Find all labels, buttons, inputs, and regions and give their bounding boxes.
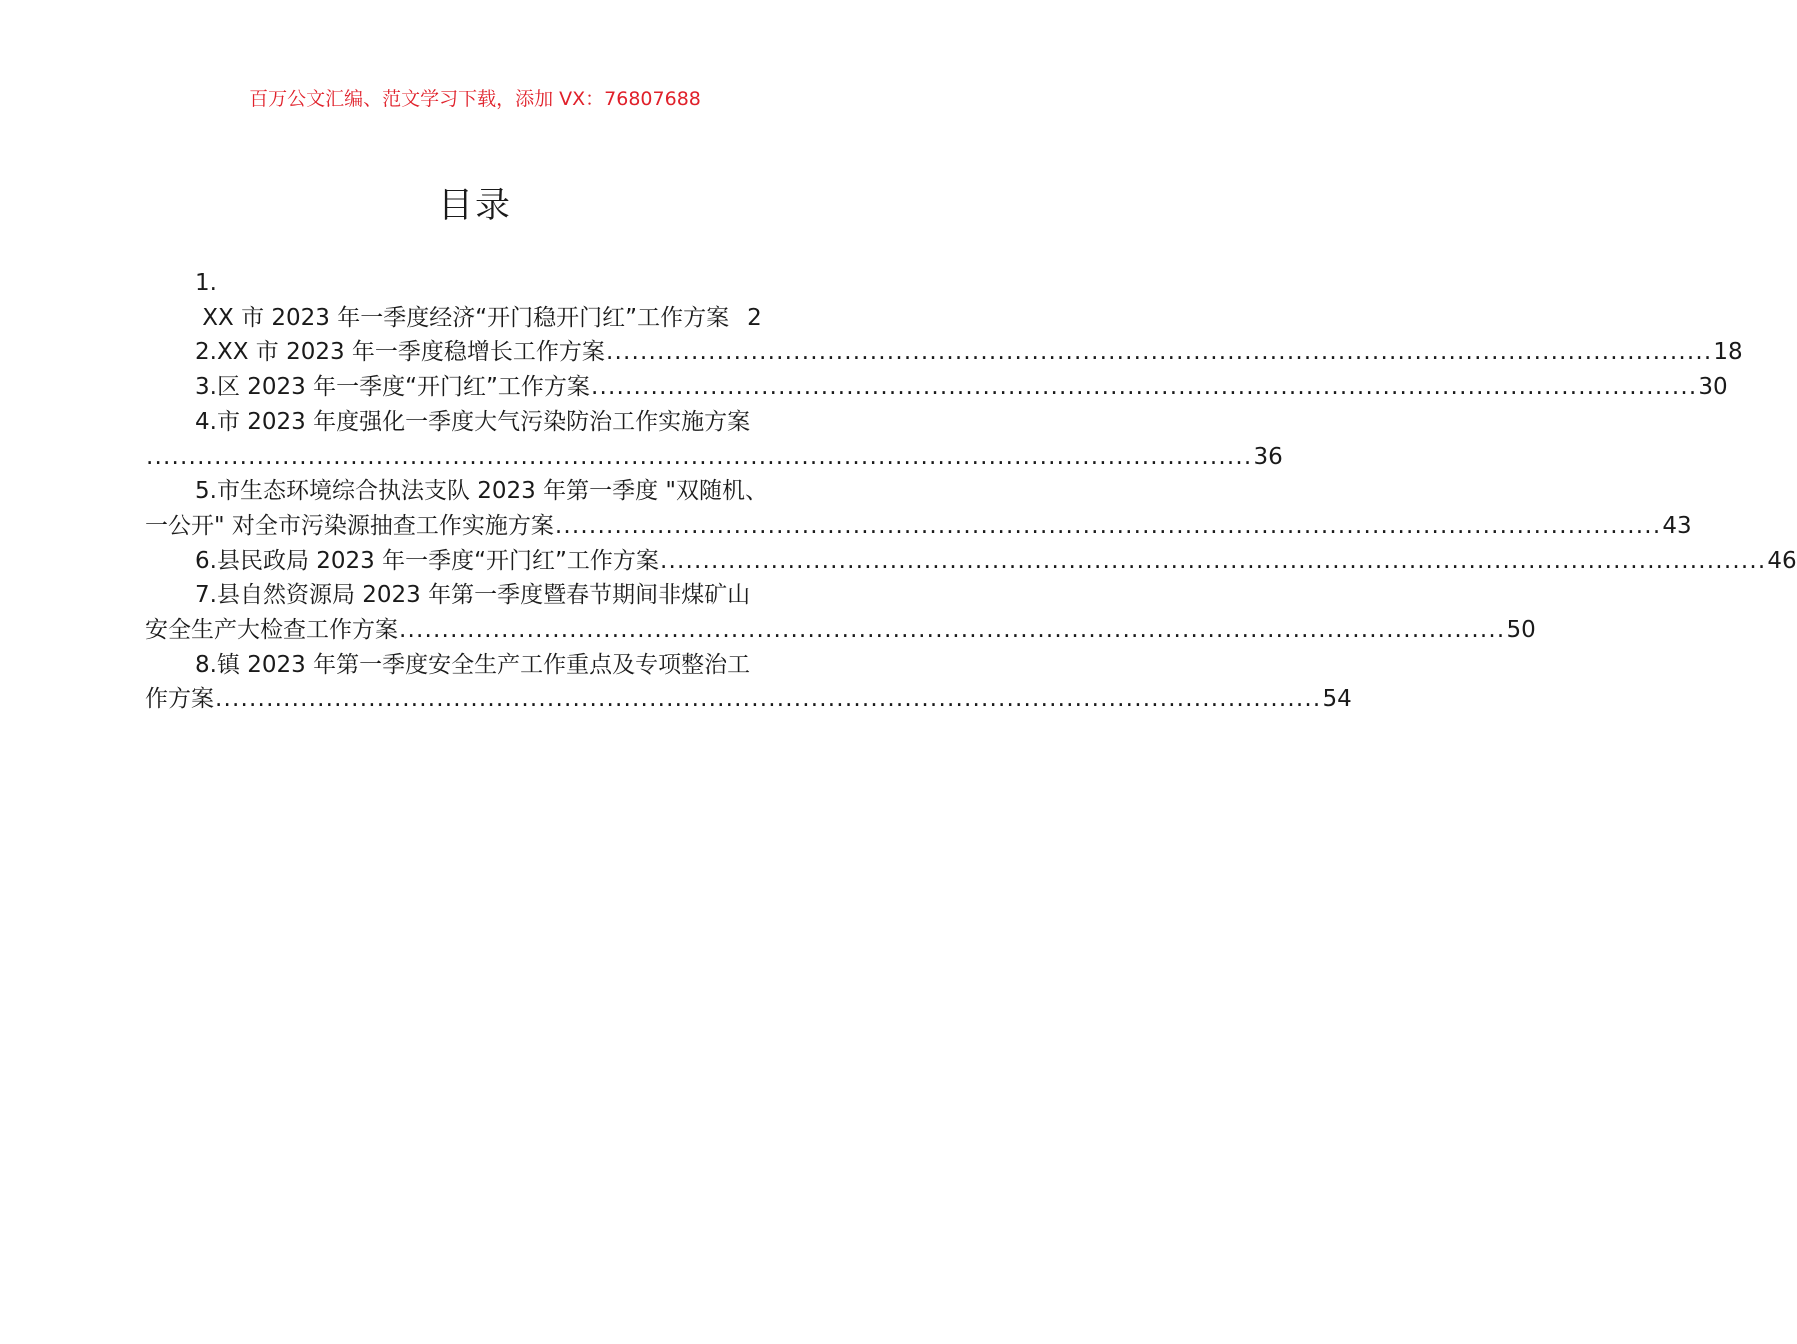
toc-item-8-line1[interactable] — [145, 648, 805, 683]
toc-item-8-leader: .................................................................................................................................. — [215, 686, 1322, 713]
toc-item-5-line2[interactable] — [145, 509, 1692, 544]
toc-item-7-page: 50 — [1506, 617, 1536, 644]
toc-item-7-leader: .................................................................................................................................. — [399, 617, 1506, 644]
toc-item-4-line1[interactable] — [145, 405, 805, 440]
toc-item-5-page: 43 — [1662, 512, 1692, 539]
toc-item-3-leader: .................................................................................................................................. — [590, 374, 1698, 401]
toc-item-8-text-line2: 作方案 — [145, 686, 214, 713]
toc-item-1-number-line — [145, 266, 805, 301]
toc-item-1-text: XX 市 2023 年一季度经济“开门稳开门红”工作方案 — [202, 304, 730, 331]
toc-item-7-line1[interactable] — [145, 578, 805, 613]
toc-item-2-leader: .................................................................................................................................. — [605, 339, 1713, 366]
toc-item-4-leader: .................................................................................................................................. — [146, 443, 1253, 470]
toc-item-8-page: 54 — [1322, 686, 1352, 713]
toc-item-6[interactable] — [145, 544, 1797, 579]
toc-item-3-text: 3.区 2023 年一季度“开门红”工作方案 — [195, 374, 590, 401]
toc-item-4-text: 4.市 2023 年度强化一季度大气污染防治工作实施方案 — [195, 408, 751, 435]
toc-item-5-leader: .................................................................................................................................. — [554, 512, 1662, 539]
toc-item-8-line2[interactable] — [145, 682, 1352, 717]
toc-item-6-text: 6.县民政局 2023 年一季度“开门红”工作方案 — [195, 547, 659, 574]
toc-item-1-page: 2 — [747, 304, 762, 331]
toc-item-3[interactable] — [145, 370, 1728, 405]
toc-item-1-number: 1. — [195, 270, 217, 296]
toc-item-2-text: 2.XX 市 2023 年一季度稳增长工作方案 — [195, 339, 605, 366]
toc-item-4-line2[interactable] — [145, 440, 1283, 475]
toc-item-2-page: 18 — [1713, 339, 1743, 366]
toc-item-6-leader: .................................................................................................................................. — [659, 547, 1767, 574]
toc-item-1[interactable] — [145, 301, 805, 336]
toc-item-8-text-line1: 8.镇 2023 年第一季度安全生产工作重点及专项整治工 — [195, 651, 751, 678]
watermark-header: 百万公文汇编、范文学习下载，添加 VX：76807688 — [249, 88, 701, 110]
toc-item-2[interactable] — [145, 335, 1743, 370]
toc-item-7-text-line2: 安全生产大检查工作方案 — [145, 617, 398, 644]
toc-item-5-text-line1: 5.市生态环境综合执法支队 2023 年第一季度 "双随机、 — [195, 478, 768, 505]
table-of-contents — [145, 266, 1797, 717]
toc-item-7-text-line1: 7.县自然资源局 2023 年第一季度暨春节期间非煤矿山 — [195, 582, 751, 609]
toc-item-5-text-line2: 一公开" 对全市污染源抽查工作实施方案 — [145, 512, 554, 539]
toc-item-4-page: 36 — [1253, 443, 1283, 470]
toc-item-7-line2[interactable] — [145, 613, 1536, 648]
toc-item-3-page: 30 — [1698, 374, 1728, 401]
page-title: 目录 — [437, 186, 512, 226]
toc-item-6-page: 46 — [1767, 547, 1797, 574]
toc-item-5-line1[interactable] — [145, 474, 805, 509]
